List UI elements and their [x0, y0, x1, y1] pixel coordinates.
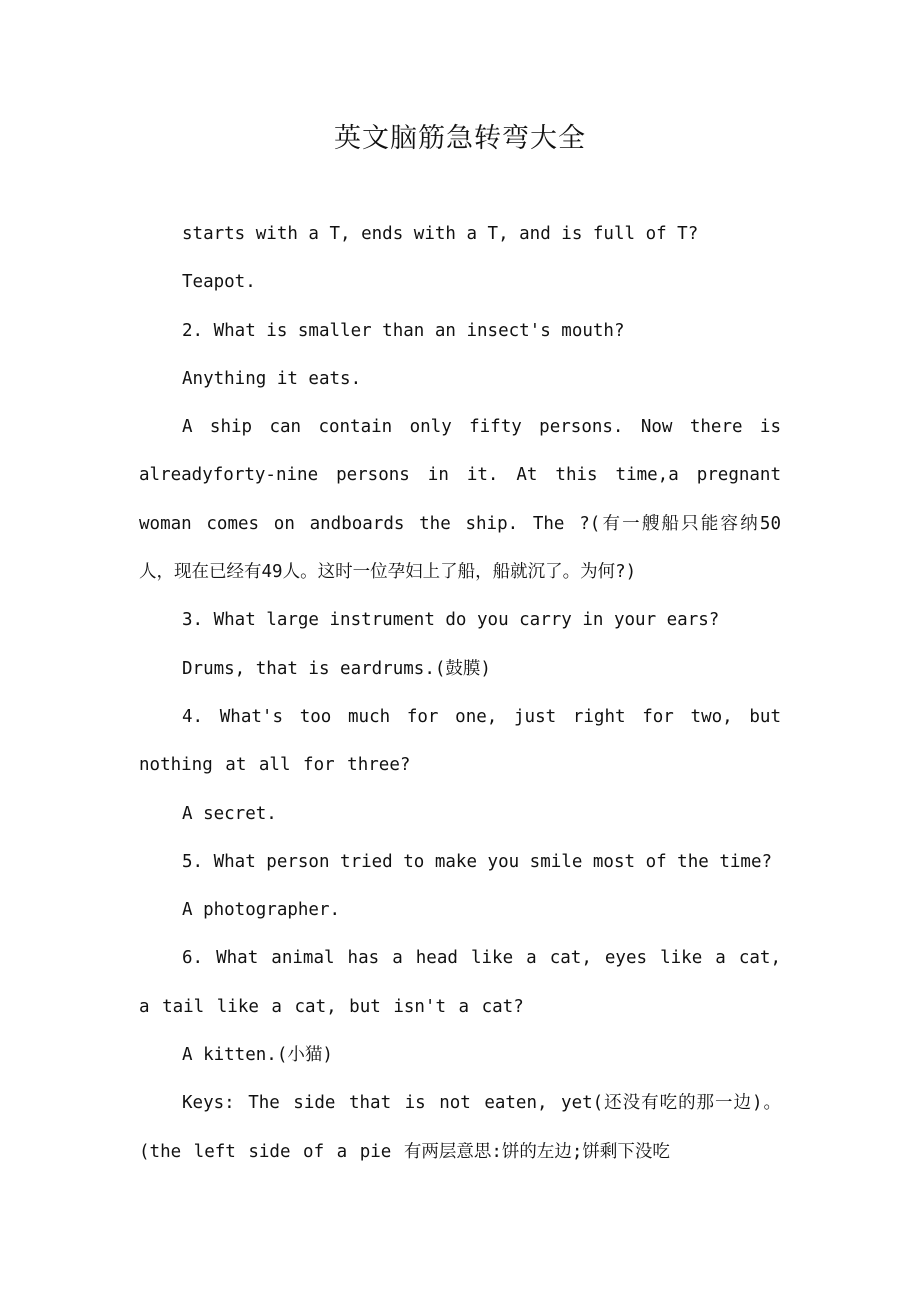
- paragraph: 2. What is smaller than an insect's mouth?: [182, 320, 625, 341]
- paragraph: A photographer.: [182, 900, 341, 921]
- paragraph: Drums, that is eardrums.(鼓膜): [182, 658, 491, 679]
- paragraph: Keys: The side that is not eaten, yet(还没有吃的那一边)。(the left side of a pie 有两层意思:饼的左边;饼剩下没吃: [139, 1093, 781, 1162]
- paragraph: A secret.: [182, 803, 277, 824]
- paragraph: 4. What's too much for one, just right for two, but nothing at all for three?: [139, 706, 781, 776]
- paragraph: Teapot.: [182, 272, 256, 293]
- paragraph: 6. What animal has a head like a cat, eyes like a cat, a tail like a cat, but isn't a cat?: [139, 948, 781, 1017]
- paragraph: A kitten.(小猫): [182, 1045, 333, 1066]
- paragraph: 3. What large instrument do you carry in your ears?: [182, 610, 720, 631]
- paragraph: Anything it eats.: [182, 368, 362, 389]
- paragraph: starts with a T, ends with a T, and is full of T?: [182, 224, 699, 244]
- document-body: [139, 210, 781, 1176]
- paragraph: 5. What person tried to make you smile most of the time?: [182, 851, 773, 872]
- paragraph: A ship can contain only fifty persons. Now there is alreadyforty-nine persons in it. At this time,a pregnant woman comes on andboards the ship. The ?(有一艘船只能容纳50人，现在已经有49人。这时一位孕妇上了船，船就沉了。为何?): [139, 417, 781, 583]
- document-title: 英文脑筋急转弯大全: [334, 123, 586, 154]
